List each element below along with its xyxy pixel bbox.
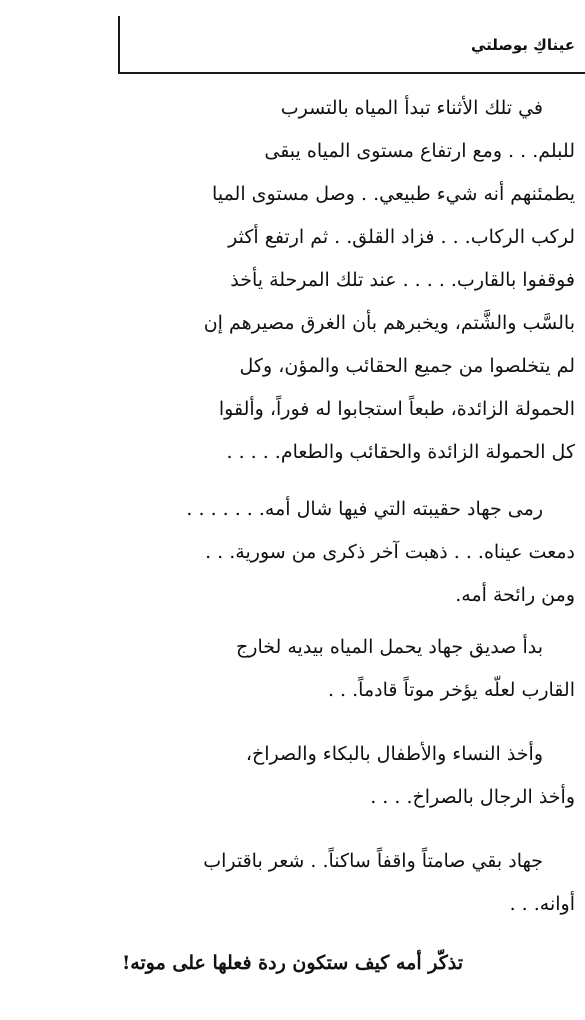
text-line: للبلم. . . ومع ارتفاع مستوى المياه يبقى [264, 140, 575, 162]
text-line: القارب لعلّه يؤخر موتاً قادماً. . . [327, 679, 575, 701]
paragraph-5 [0, 840, 575, 926]
text-line: وأخذ الرجال بالصراخ. . . . [370, 786, 575, 808]
text-line: جهاد بقي صامتاً واقفاً ساكناً. . شعر باقتراب [203, 850, 543, 872]
text-line: رمى جهاد حقيبته التي فيها شال أمه. . . . . . . [186, 498, 543, 520]
text-line: لم يتخلصوا من جميع الحقائب والمؤن، وكل [239, 355, 575, 377]
text-line: في تلك الأثناء تبدأ المياه بالتسرب [280, 97, 543, 119]
paragraph-4 [0, 733, 575, 819]
text-line: بالسَّب والشَّتم، ويخبرهم بأن الغرق مصيرهم إن [203, 312, 575, 334]
text-line: يطمئنهم أنه شيء طبيعي. . وصل مستوى الميا [212, 183, 575, 205]
paragraph-1 [0, 87, 575, 474]
header-title: عيناكِ بوصلتي [470, 36, 575, 54]
text-line: لركب الركاب. . . فزاد القلق. . ثم ارتفع أكثر [228, 226, 575, 248]
text-line: فوقفوا بالقارب. . . . . عند تلك المرحلة يأخذ [230, 269, 575, 291]
text-line: وأخذ النساء والأطفال بالبكاء والصراخ، [245, 743, 543, 765]
running-header [118, 16, 585, 74]
paragraph-3 [0, 626, 575, 712]
text-line: ومن رائحة أمه. [455, 584, 575, 606]
text-line: بدأ صديق جهاد يحمل المياه بيديه لخارج [236, 636, 543, 658]
text-line: دمعت عيناه. . . ذهبت آخر ذكرى من سورية. . . [205, 541, 575, 563]
text-line: كل الحمولة الزائدة والحقائب والطعام. . . . . [226, 441, 575, 463]
paragraph-2 [0, 488, 575, 617]
text-line: أوانه. . . [509, 893, 575, 915]
closing-line: تذكّر أمه كيف ستكون ردة فعلها على موته! [121, 952, 464, 974]
text-line: الحمولة الزائدة، طبعاً استجابوا له فوراً، وألقوا [218, 398, 575, 420]
